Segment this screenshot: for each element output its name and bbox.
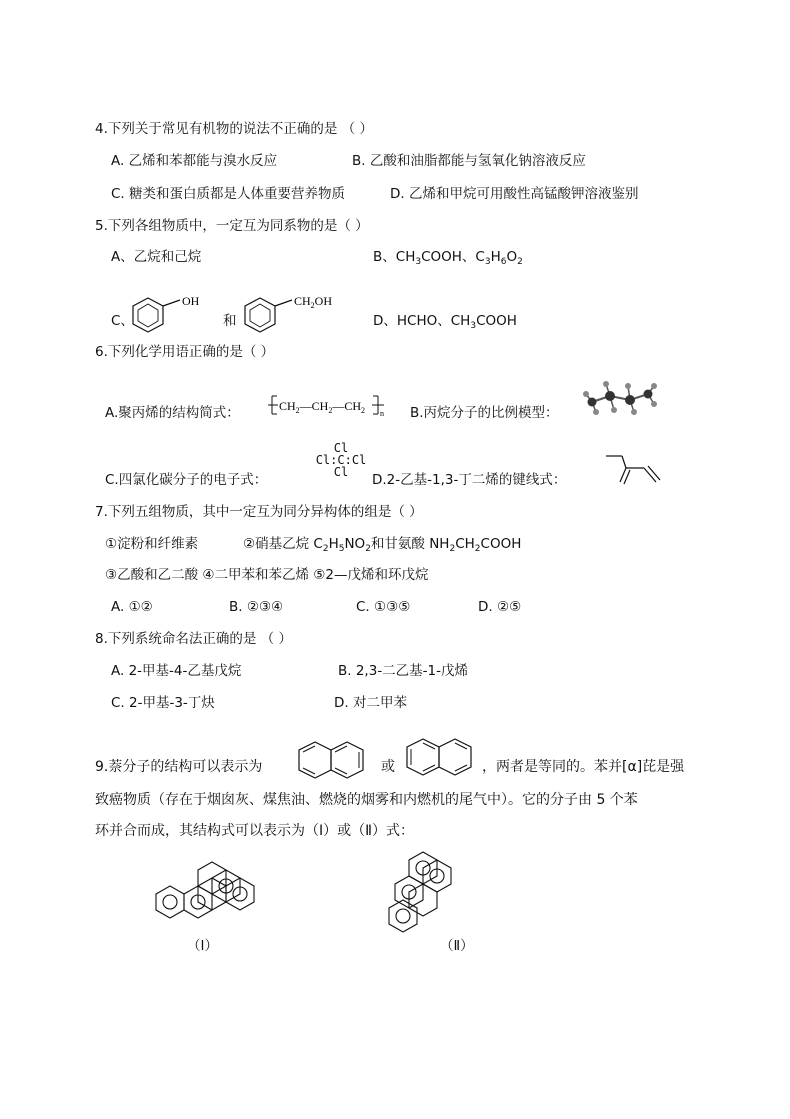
- svg-text:CH2—CH2—CH2: $CH_2—CH_2—CH_2$: [279, 399, 366, 415]
- q5-stem: 5.下列各组物质中，一定互为同系物的是（ ）: [95, 218, 369, 234]
- q5-option-b: B、$CH_3COOH$、$C_3H_6O_2$: [373, 249, 523, 267]
- benzopyrene-label-2: （Ⅱ）: [440, 938, 474, 954]
- q9-or: 或: [381, 759, 395, 775]
- phenol-oh-label: OH: [182, 294, 200, 308]
- benzopyrene-structure-2: [385, 848, 475, 933]
- q9-line1-start: 9.萘分子的结构可以表示为: [95, 759, 263, 775]
- q7-option-a: A. ①②: [111, 599, 153, 615]
- q6-option-a: A.聚丙烯的结构简式：: [105, 405, 240, 421]
- q4-option-b: B. 乙酸和油脂都能与氢氧化钠溶液反应: [352, 153, 586, 169]
- q6-option-b: B.丙烷分子的比例模型：: [410, 405, 559, 421]
- q8-stem: 8.下列系统命名法正确的是 （ ）: [95, 631, 292, 647]
- q9-line2: 致癌物质（存在于烟囱灰、煤焦油、燃烧的烟雾和内燃机的尾气中）。它的分子由 5 个苯: [95, 792, 638, 808]
- q7-item-1: ①淀粉和纤维素: [105, 536, 199, 552]
- q4-option-a: A. 乙烯和苯都能与溴水反应: [111, 153, 278, 169]
- naphthalene-alt-structure: [405, 735, 477, 785]
- benzopyrene-label-1: （Ⅰ）: [187, 938, 218, 954]
- q6-option-c: C.四氯化碳分子的电子式：: [105, 472, 268, 488]
- q4-option-c: C. 糖类和蛋白质都是人体重要营养物质: [111, 186, 346, 202]
- benzyl-alcohol-structure: [242, 292, 362, 342]
- ethyl-butadiene-skeletal-formula: [600, 452, 670, 488]
- svg-text:CH2OH: $CH_2OH$: [294, 294, 333, 310]
- q9-line3: 环并合而成，其结构式可以表示为（Ⅰ）或（Ⅱ）式：: [95, 823, 415, 839]
- naphthalene-kekule-structure: [297, 738, 369, 788]
- q6-stem: 6.下列化学用语正确的是（ ）: [95, 344, 275, 360]
- q6-option-d: D.2-乙基-1,3-丁二烯的键线式：: [372, 472, 567, 488]
- q8-option-b: B. 2,3-二乙基-1-戊烯: [338, 663, 469, 679]
- q8-option-d: D. 对二甲苯: [334, 695, 407, 711]
- q5-option-d: D、HCHO、$CH_3COOH$: [373, 313, 517, 331]
- q7-items-3-5: ③乙酸和乙二酸 ④二甲苯和苯乙烯 ⑤2—戊烯和环戊烷: [105, 567, 429, 583]
- q7-option-c: C. ①③⑤: [356, 599, 411, 615]
- q8-option-a: A. 2-甲基-4-乙基戊烷: [111, 663, 242, 679]
- propane-space-filling-model: [582, 380, 662, 420]
- q8-option-c: C. 2-甲基-3-丁炔: [111, 695, 215, 711]
- q7-option-b: B. ②③④: [229, 599, 284, 615]
- q7-stem: 7.下列五组物质，其中一定互为同分异构体的组是（ ）: [95, 504, 423, 520]
- benzopyrene-structure-1: [155, 858, 265, 928]
- q5-option-c-and: 和: [223, 313, 237, 329]
- q7-option-d: D. ②⑤: [478, 599, 522, 615]
- phenol-structure: [130, 292, 220, 342]
- ccl4-electron-formula: Cl Cl:C:Cl Cl: [315, 441, 367, 479]
- svg-text:n: n: [380, 409, 384, 418]
- q7-item-2: ②硝基乙烷 $C_2H_5NO_2$和甘氨酸 $NH_2CH_2COOH$: [243, 536, 522, 554]
- q5-option-a: A、乙烷和己烷: [111, 249, 202, 265]
- q4-option-d: D. 乙烯和甲烷可用酸性高锰酸钾溶液鉴别: [390, 186, 639, 202]
- polypropylene-formula: [268, 392, 398, 422]
- q4-stem: 4.下列关于常见有机物的说法不正确的是 （ ）: [95, 121, 373, 137]
- q5-option-c-label: C、: [111, 313, 134, 329]
- q9-line1-end: ，两者是等同的。苯并[α]芘是强: [482, 759, 685, 775]
